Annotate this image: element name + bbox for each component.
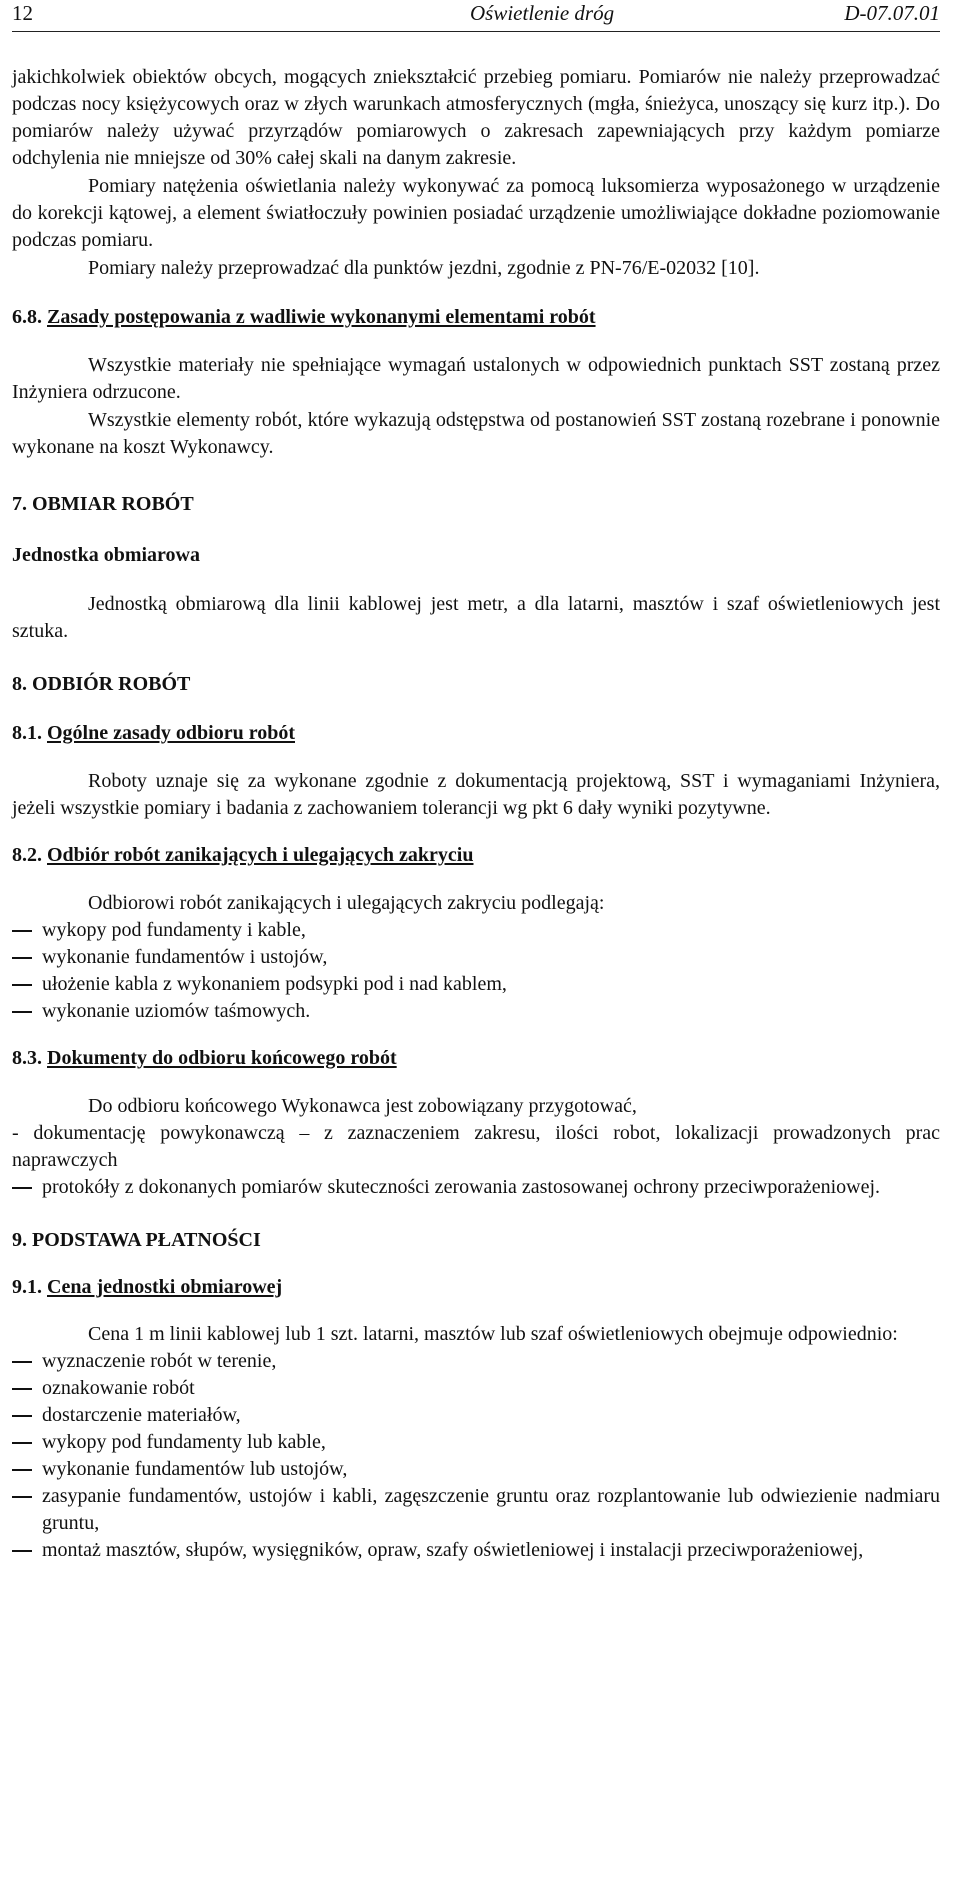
header-title: Oświetlenie dróg xyxy=(470,1,615,25)
header-code: D-07.07.01 xyxy=(844,1,940,25)
list-item: montaż masztów, słupów, wysięgników, opraw, szafy oświetleniowej i instalacji przeciwporażeniowej, xyxy=(12,1537,940,1564)
dash-list xyxy=(12,1348,940,1564)
section-heading-8-1 xyxy=(12,720,940,747)
section-heading-6-8 xyxy=(12,304,940,331)
list-item: wykonanie fundamentów lub ustojów, xyxy=(12,1456,940,1483)
section-number: 8.3. xyxy=(12,1047,42,1069)
paragraph: - dokumentację powykonawczą – z zaznaczeniem zakresu, ilości robot, lokalizacji prowadzonych prac naprawczych xyxy=(12,1122,940,1171)
paragraph: Do odbioru końcowego Wykonawca jest zobowiązany przygotować, xyxy=(88,1095,637,1117)
paragraph: Odbiorowi robót zanikających i ulegających zakryciu podlegają: xyxy=(88,892,605,914)
paragraph: Wszystkie elementy robót, które wykazują odstępstwa od postanowień SST zostaną rozebrane i ponownie wykonane na koszt Wykonawcy. xyxy=(12,409,940,458)
paragraph: jakichkolwiek obiektów obcych, mogących zniekształcić przebieg pomiaru. Pomiarów nie należy przeprowadzać podczas nocy księżycowych oraz w złych warunkach atmosferycznych (mgła, śnieżyca, unoszący się kurz itp.). Do pomiarów należy używać przyrządów pomiarowych o zakresach zapewniających przy każdym pomiarze odchylenia nie mniejsze od 30% całej skali na danym zakresie. xyxy=(12,66,940,169)
page-number: 12 xyxy=(12,1,33,25)
paragraph: Cena 1 m linii kablowej lub 1 szt. latarni, masztów lub szaf oświetleniowych obejmuje odpowiednio: xyxy=(88,1323,898,1345)
paragraph: Jednostką obmiarową dla linii kablowej jest metr, a dla latarni, masztów i szaf oświetleniowych jest sztuka. xyxy=(12,593,940,642)
list-item: wykopy pod fundamenty lub kable, xyxy=(12,1429,940,1456)
list-item: wyznaczenie robót w terenie, xyxy=(12,1348,940,1375)
list-item: oznakowanie robót xyxy=(12,1375,940,1402)
section-title: Cena jednostki obmiarowej xyxy=(47,1276,283,1298)
chapter-heading-7: 7. OBMIAR ROBÓT xyxy=(12,493,194,515)
dash-list xyxy=(12,1174,940,1201)
list-item: protokóły z dokonanych pomiarów skuteczności zerowania zastosowanej ochrony przeciwporażeniowej. xyxy=(12,1174,940,1201)
list-item: ułożenie kabla z wykonaniem podsypki pod i nad kablem, xyxy=(12,971,940,998)
list-item: wykopy pod fundamenty i kable, xyxy=(12,917,940,944)
page-header xyxy=(12,0,940,32)
document-page xyxy=(12,0,940,1561)
section-number: 8.2. xyxy=(12,844,42,866)
list-item: zasypanie fundamentów, ustojów i kabli, zagęszczenie gruntu oraz rozplantowanie lub odwiezienie nadmiaru gruntu, xyxy=(12,1483,940,1537)
paragraph: Pomiary natężenia oświetlania należy wykonywać za pomocą luksomierza wyposażonego w urządzenie do korekcji kątowej, a element światłoczuły powinien posiadać urządzenie umożliwiające dokładne poziomowanie podczas pomiaru. xyxy=(12,175,940,251)
chapter-heading-8: 8. ODBIÓR ROBÓT xyxy=(12,673,191,695)
section-number: 6.8. xyxy=(12,306,42,328)
subsection-heading: Jednostka obmiarowa xyxy=(12,544,200,566)
page-content xyxy=(12,64,940,1564)
paragraph: Wszystkie materiały nie spełniające wymagań ustalonych w odpowiednich punktach SST zostaną przez Inżyniera odrzucone. xyxy=(12,354,940,403)
section-heading-8-2 xyxy=(12,842,940,869)
list-item: dostarczenie materiałów, xyxy=(12,1402,940,1429)
section-title: Dokumenty do odbioru końcowego robót xyxy=(47,1047,397,1069)
section-title: Odbiór robót zanikających i ulegających zakryciu xyxy=(47,844,474,866)
paragraph: Roboty uznaje się za wykonane zgodnie z dokumentacją projektową, SST i wymaganiami Inżyniera, jeżeli wszystkie pomiary i badania z zachowaniem tolerancji wg pkt 6 dały wyniki pozytywne. xyxy=(12,770,940,819)
section-number: 9.1. xyxy=(12,1276,42,1298)
paragraph: Pomiary należy przeprowadzać dla punktów jezdni, zgodnie z PN-76/E-02032 [10]. xyxy=(88,257,760,279)
dash-list xyxy=(12,917,940,1025)
section-heading-8-3 xyxy=(12,1045,940,1072)
section-number: 8.1. xyxy=(12,722,42,744)
chapter-heading-9: 9. PODSTAWA PŁATNOŚCI xyxy=(12,1229,261,1251)
section-heading-9-1 xyxy=(12,1274,940,1301)
section-title: Ogólne zasady odbioru robót xyxy=(47,722,295,744)
list-item: wykonanie fundamentów i ustojów, xyxy=(12,944,940,971)
list-item: wykonanie uziomów taśmowych. xyxy=(12,998,940,1025)
section-title: Zasady postępowania z wadliwie wykonanymi elementami robót xyxy=(47,306,596,328)
